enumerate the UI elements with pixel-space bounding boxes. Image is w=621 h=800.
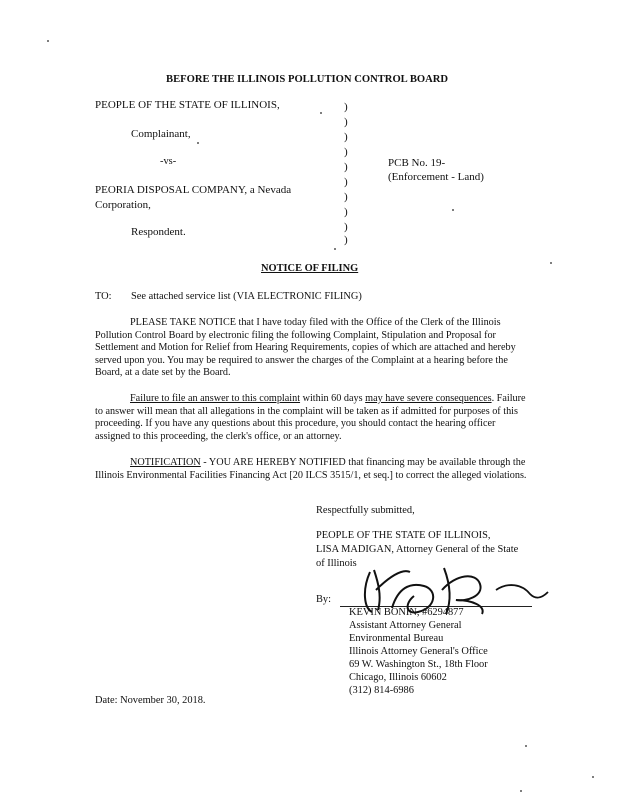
paren-mark: ) [344, 234, 348, 246]
office-city: Chicago, Illinois 60602 [349, 672, 447, 683]
paren-mark: ) [344, 161, 348, 173]
paren-mark: ) [344, 101, 348, 113]
notice-paragraph-1: PLEASE TAKE NOTICE that I have today filed with the Office of the Clerk of the Illinois Pollution Control Board by electronic filing the following Complaint, Stipulation and Proposal for Settlement and Motion for Relief from Hearing Requirements, copies of which are attached and hereby served upon you. You may be required to answer the charges of the Complaint at a hearing before the Board, at a date set by the Board. [95, 317, 516, 379]
plaintiff-role: Complainant, [131, 128, 191, 140]
scan-speck [320, 112, 322, 114]
scan-speck [525, 745, 527, 747]
office-street: 69 W. Washington St., 18th Floor [349, 659, 488, 670]
notice-heading: NOTICE OF FILING [261, 263, 359, 274]
paren-mark: ) [344, 116, 348, 128]
document-title: BEFORE THE ILLINOIS POLLUTION CONTROL BOARD [166, 74, 449, 85]
scan-speck [334, 248, 336, 250]
attorney-office: Illinois Attorney General's Office [349, 646, 488, 657]
service-list-line: See attached service list (VIA ELECTRONIC FILING) [131, 291, 362, 302]
closing-text: Respectfully submitted, [316, 505, 415, 516]
respondent-name-line2: Corporation, [95, 199, 151, 211]
scan-speck [452, 209, 454, 211]
party-line-1: PEOPLE OF THE STATE OF ILLINOIS, [316, 530, 491, 541]
warning-mid-text: within 60 days [300, 393, 366, 404]
warning-rest-text: . Failure to answer will mean that all allegations in the complaint will be taken as if admitted for purposes of this proceeding. If you have any questions about this procedure, you should contact the hearing officer assigned to this proceeding, the clerk's office, or an attorney. [95, 393, 526, 442]
party-line-3: of Illinois [316, 558, 357, 569]
paren-mark: ) [344, 146, 348, 158]
attorney-name: KEVIN BONIN, #6294877 [349, 607, 464, 618]
warning-consequences-text: may have severe consequences [365, 393, 492, 404]
scan-speck [592, 776, 594, 778]
notification-text: - YOU ARE HEREBY NOTIFIED that financing may be available through the Illinois Environmental Facilities Financing Act [20 ILCS 3515/1, et seq.] to correct the alleged violations. [95, 457, 527, 481]
scan-speck [520, 790, 522, 792]
respondent-name-line1: PEORIA DISPOSAL COMPANY, a Nevada [95, 184, 292, 196]
plaintiff-name: PEOPLE OF THE STATE OF ILLINOIS, [95, 99, 280, 111]
office-phone: (312) 814-6986 [349, 685, 414, 696]
paren-mark: ) [344, 206, 348, 218]
notice-paragraph-2 [95, 393, 527, 443]
attorney-title: Assistant Attorney General [349, 620, 462, 631]
by-label: By: [316, 594, 332, 605]
attorney-bureau: Environmental Bureau [349, 633, 444, 644]
to-label: TO: [95, 291, 112, 302]
paren-mark: ) [344, 131, 348, 143]
paren-mark: ) [344, 191, 348, 203]
respondent-role: Respondent. [131, 226, 186, 238]
scan-speck [550, 262, 552, 264]
filing-date: Date: November 30, 2018. [95, 695, 206, 706]
versus-label: -vs- [160, 156, 177, 167]
notification-label: NOTIFICATION [130, 457, 201, 468]
party-line-2: LISA MADIGAN, Attorney General of the State [316, 544, 519, 555]
case-number: PCB No. 19- [388, 157, 446, 169]
scan-speck [47, 40, 49, 42]
paren-mark: ) [344, 221, 348, 233]
scan-speck [197, 142, 199, 144]
case-type: (Enforcement - Land) [388, 171, 484, 183]
notice-paragraph-3 [95, 457, 527, 482]
paren-mark: ) [344, 176, 348, 188]
warning-underlined-text: Failure to file an answer to this complaint [130, 393, 301, 404]
